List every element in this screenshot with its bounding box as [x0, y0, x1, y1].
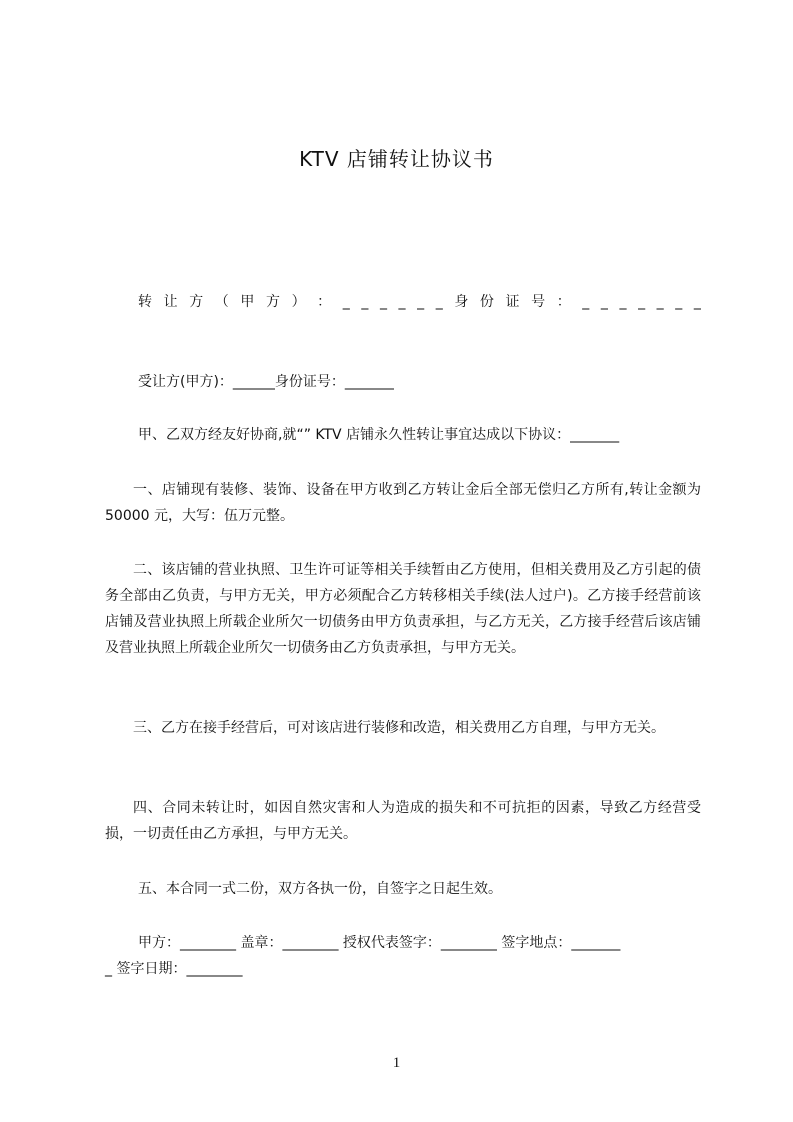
transferor-char: ）: [291, 294, 306, 310]
transferor-char: 方: [265, 294, 280, 310]
transferor-char: _: [656, 294, 664, 310]
transferor-char: ：: [556, 294, 571, 310]
transferor-char: _: [638, 294, 646, 310]
clause-2: 二、该店铺的营业执照、卫生许可证等相关手续暂由乙方使用，但相关费用及乙方引起的债务全部由乙负责，与甲方无关，甲方必须配合乙方转移相关手续(法人过户)。乙方接手经营前该店铺及营业执照上所载企业所欠一切债务由甲方负责承担，与乙方无关，乙方接手经营后该店铺及营业执照上所载企业所欠一切债务由乙方负责承担，与甲方无关。: [105, 562, 701, 656]
transferor-char: _: [600, 294, 608, 310]
transferor-char: （: [214, 294, 229, 310]
transferor-char: _: [342, 294, 350, 310]
transferor-char: 让: [163, 294, 178, 310]
page-number: 1: [392, 1055, 401, 1071]
transferor-char: _: [582, 294, 590, 310]
transferor-char: 转: [138, 294, 152, 310]
transferor-char: 甲: [240, 294, 255, 310]
signature-line-2: _ 签字日期：________: [105, 961, 243, 977]
transferor-char: 方: [189, 294, 204, 310]
clause-4: 四、合同未转让时，如因自然灾害和人为造成的损失和不可抗拒的因素，导致乙方经营受损，一切责任由乙方承担，与甲方无关。: [105, 800, 701, 842]
transferee-line: 受让方(甲方)：______身份证号：_______: [138, 374, 394, 390]
transferor-char: _: [435, 294, 443, 310]
transferor-char: 身: [454, 294, 469, 310]
transferor-char: _: [417, 294, 425, 310]
transferor-char: _: [619, 294, 627, 310]
transferor-char: 证: [505, 294, 520, 310]
document-title: KTV 店铺转让协议书: [299, 147, 494, 171]
transferor-char: 号: [531, 294, 546, 310]
clause-1: 一、店铺现有装修、装饰、设备在甲方收到乙方转让金后全部无偿归乙方所有,转让金额为 50000 元，大写：伍万元整。: [105, 482, 701, 524]
clause-3: 三、乙方在接手经营后，可对该店进行装修和改造，相关费用乙方自理，与甲方无关。: [133, 720, 665, 736]
intro-line: 甲、乙双方经友好协商,就“” KTV 店铺永久性转让事宜达成以下协议：_______: [138, 427, 620, 443]
transferor-char: _: [361, 294, 369, 310]
transferor-line: [138, 289, 701, 315]
transferor-char: _: [693, 294, 701, 310]
transferor-char: _: [398, 294, 406, 310]
signature-line-1: 甲方：________ 盖章：________ 授权代表签字：________ 签字地点：_______: [138, 935, 621, 951]
clause-5: 五、本合同一式二份，双方各执一份，自签字之日起生效。: [138, 881, 502, 897]
transferor-char: ：: [317, 294, 332, 310]
transferor-char: _: [379, 294, 387, 310]
transferor-char: _: [675, 294, 683, 310]
transferor-char: 份: [479, 294, 494, 310]
